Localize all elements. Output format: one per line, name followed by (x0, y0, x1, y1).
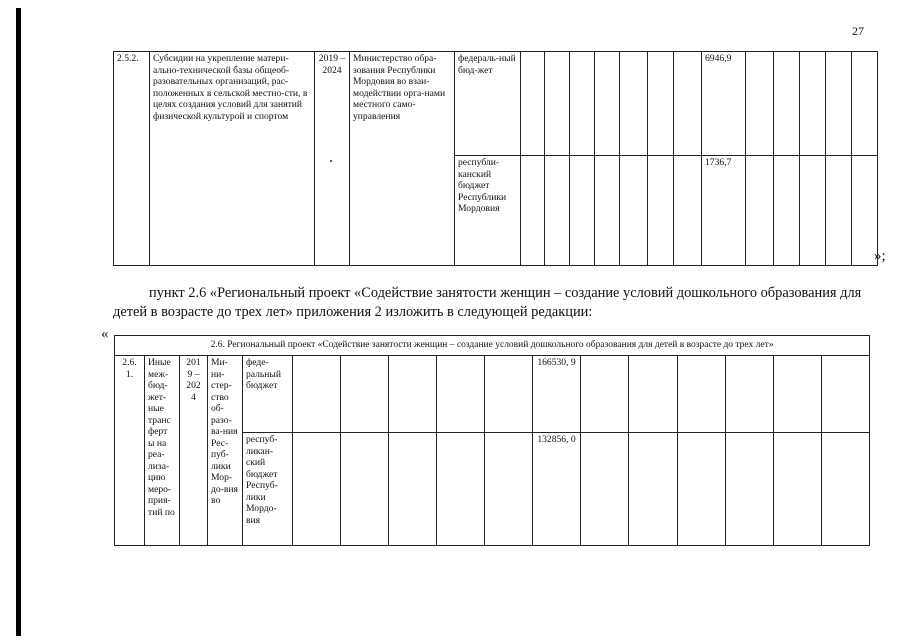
funding-source: респуб-ликан-ский бюджет Респуб-лики Мордо-вия (243, 433, 293, 546)
left-margin-bar (16, 8, 21, 636)
funding-source: республи-канский бюджет Республики Мордовия (455, 156, 521, 266)
amount-cell: 132856, 0 (533, 433, 581, 546)
amount-cell: 6946,9 (702, 52, 746, 156)
period: 201 9 – 202 4 (180, 356, 208, 546)
table-measure-2-5-2 (113, 51, 878, 266)
measure-name: Иные меж-бюд-жет-ные транс ферт ы на реа-лиза-цию меро-прия-тий по (145, 356, 180, 546)
funding-source: федераль-ный бюд-жет (455, 52, 521, 156)
funding-source: феде-ральный бюджет (243, 356, 293, 433)
executor: Министерство обра-зования Республики Мордовия во взаи-модействии орга-нами местного само-управления (350, 52, 455, 266)
table-row (115, 356, 870, 433)
table-header-row (115, 336, 870, 356)
opening-quote: « (101, 326, 109, 342)
executor: Ми-ни-стер-ство об-разо-ва-ния Рес-пуб-лики Мор-до-вия во (208, 356, 243, 546)
measure-name: Субсидии на укрепление матери-ально-технической базы общеоб-разовательных организаций, рас-положенных в сельской местно-сти, в целях создания условий для занятий физической культурой и спортом (150, 52, 315, 266)
table-measure-2-6 (114, 335, 870, 546)
amendment-paragraph: пункт 2.6 «Региональный проект «Содействие занятости женщин – создание условий дошкольного образования для детей в возрасте до трех лет» приложения 2 изложить в следующей редакции: (113, 285, 862, 320)
row-number: 2.5.2. (114, 52, 150, 266)
table-row (114, 52, 878, 156)
row-number: 2.6. 1. (115, 356, 145, 546)
amount-cell: 1736,7 (702, 156, 746, 266)
page-number: 27 (852, 24, 864, 38)
period: 2019 – 2024 (315, 52, 350, 266)
amount-cell: 166530, 9 (533, 356, 581, 433)
scan-speck (330, 160, 332, 162)
closing-quote: »; (874, 248, 886, 264)
section-header: 2.6. Региональный проект «Содействие занятости женщин – создание условий дошкольного образования для детей в возрасте до трех лет» (115, 336, 870, 356)
